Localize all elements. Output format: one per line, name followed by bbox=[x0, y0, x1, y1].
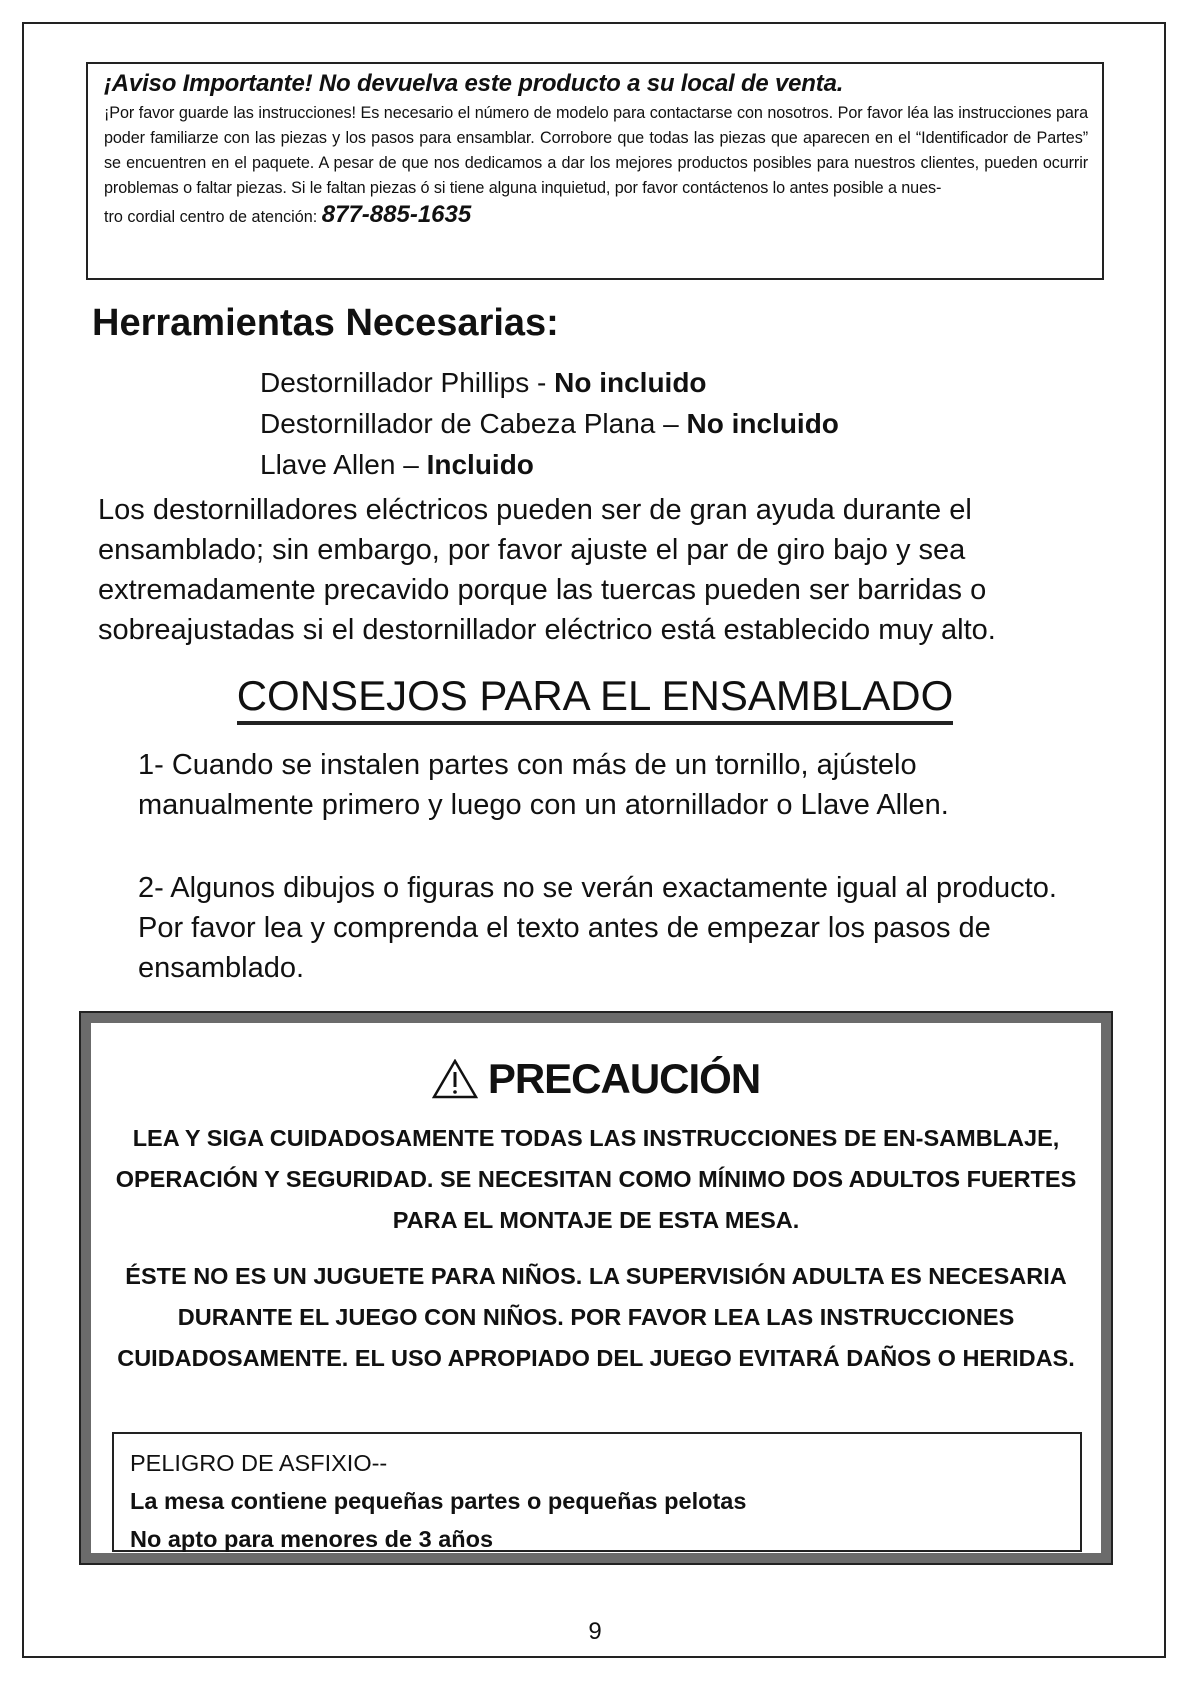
page-number: 9 bbox=[588, 1618, 602, 1645]
warning-triangle-icon bbox=[432, 1059, 478, 1099]
tool-status: No incluido bbox=[686, 408, 839, 439]
choking-hazard-title: PELIGRO DE ASFIXIO-- bbox=[130, 1450, 388, 1476]
caution-paragraph: ÉSTE NO ES UN JUGUETE PARA NIÑOS. LA SUPERVISIÓN ADULTA ES NECESARIA DURANTE EL JUEGO CON NIÑOS. POR FAVOR LEA LAS INSTRUCCIONES CUIDADOSAMENTE. EL USO APROPIADO DEL JUEGO EVITARÁ DAÑOS O HERIDAS. bbox=[117, 1263, 1075, 1371]
tools-heading: Herramientas Necesarias: bbox=[92, 302, 559, 344]
important-notice-box bbox=[86, 62, 1104, 280]
tool-item bbox=[260, 403, 839, 444]
tip-item: 1- Cuando se instalen partes con más de un tornillo, ajústelo manualmente primero y luego con un atornillador o Llave Allen. bbox=[138, 749, 949, 821]
notice-contact-line bbox=[104, 201, 1088, 231]
caution-title bbox=[91, 1055, 1101, 1103]
notice-body: ¡Por favor guarde las instrucciones! Es necesario el número de modelo para contactarse con nosotros. Por favor léa las instrucciones para poder familiarze con las piezas y los pasos para ensamblar. Corrobore que todas las piezas que aparecen en el “Identificador de Partes” se encuentren en el paquete. A pesar de que nos dedicamos a dar los mejores productos posibles para nuestros clientes, pueden ocurrir problemas o faltar piezas. Si le faltan piezas ó si tiene alguna inquietud, por favor contáctenos lo antes posible a nues- bbox=[104, 104, 1088, 197]
choking-hazard-line: No apto para menores de 3 años bbox=[130, 1526, 494, 1552]
phone-number: 877-885-1635 bbox=[321, 201, 472, 228]
tools-list bbox=[260, 362, 839, 485]
tool-item bbox=[260, 362, 839, 403]
power-tool-note: Los destornilladores eléctricos pueden ser de gran ayuda durante el ensamblado; sin embargo, por favor ajuste el par de giro bajo y sea extremadamente precavido porque las tuercas pueden ser barridas o sobreajustadas si el destornillador eléctrico está establecido muy alto. bbox=[98, 494, 996, 646]
tool-name: Llave Allen – bbox=[260, 449, 427, 480]
tips-heading-text: CONSEJOS PARA EL ENSAMBLADO bbox=[237, 672, 954, 725]
caution-title-text: PRECAUCIÓN bbox=[487, 1055, 761, 1102]
tips-heading bbox=[0, 672, 1190, 720]
caution-paragraph: LEA Y SIGA CUIDADOSAMENTE TODAS LAS INSTRUCCIONES DE EN-SAMBLAJE, OPERACIÓN Y SEGURIDAD. SE NECESITAN COMO MÍNIMO DOS ADULTOS FUERTES PARA EL MONTAJE DE ESTA MESA. bbox=[115, 1125, 1077, 1233]
choking-hazard-line: La mesa contiene pequeñas partes o pequeñas pelotas bbox=[130, 1488, 747, 1514]
tool-item bbox=[260, 444, 839, 485]
tool-status: No incluido bbox=[554, 367, 707, 398]
caution-box bbox=[80, 1012, 1112, 1564]
tool-name: Destornillador Phillips - bbox=[260, 367, 555, 398]
tip-item: 2- Algunos dibujos o figuras no se verán exactamente igual al producto. Por favor lea y comprenda el texto antes de empezar los pasos de ensamblado. bbox=[138, 872, 1057, 984]
notice-title: ¡Aviso Importante! No devuelva este producto a su local de venta. bbox=[104, 70, 844, 97]
tool-status: Incluido bbox=[426, 449, 534, 480]
tool-name: Destornillador de Cabeza Plana – bbox=[260, 408, 687, 439]
notice-contact-label: tro cordial centro de atención: bbox=[104, 208, 318, 226]
choking-hazard-box bbox=[112, 1432, 1082, 1552]
